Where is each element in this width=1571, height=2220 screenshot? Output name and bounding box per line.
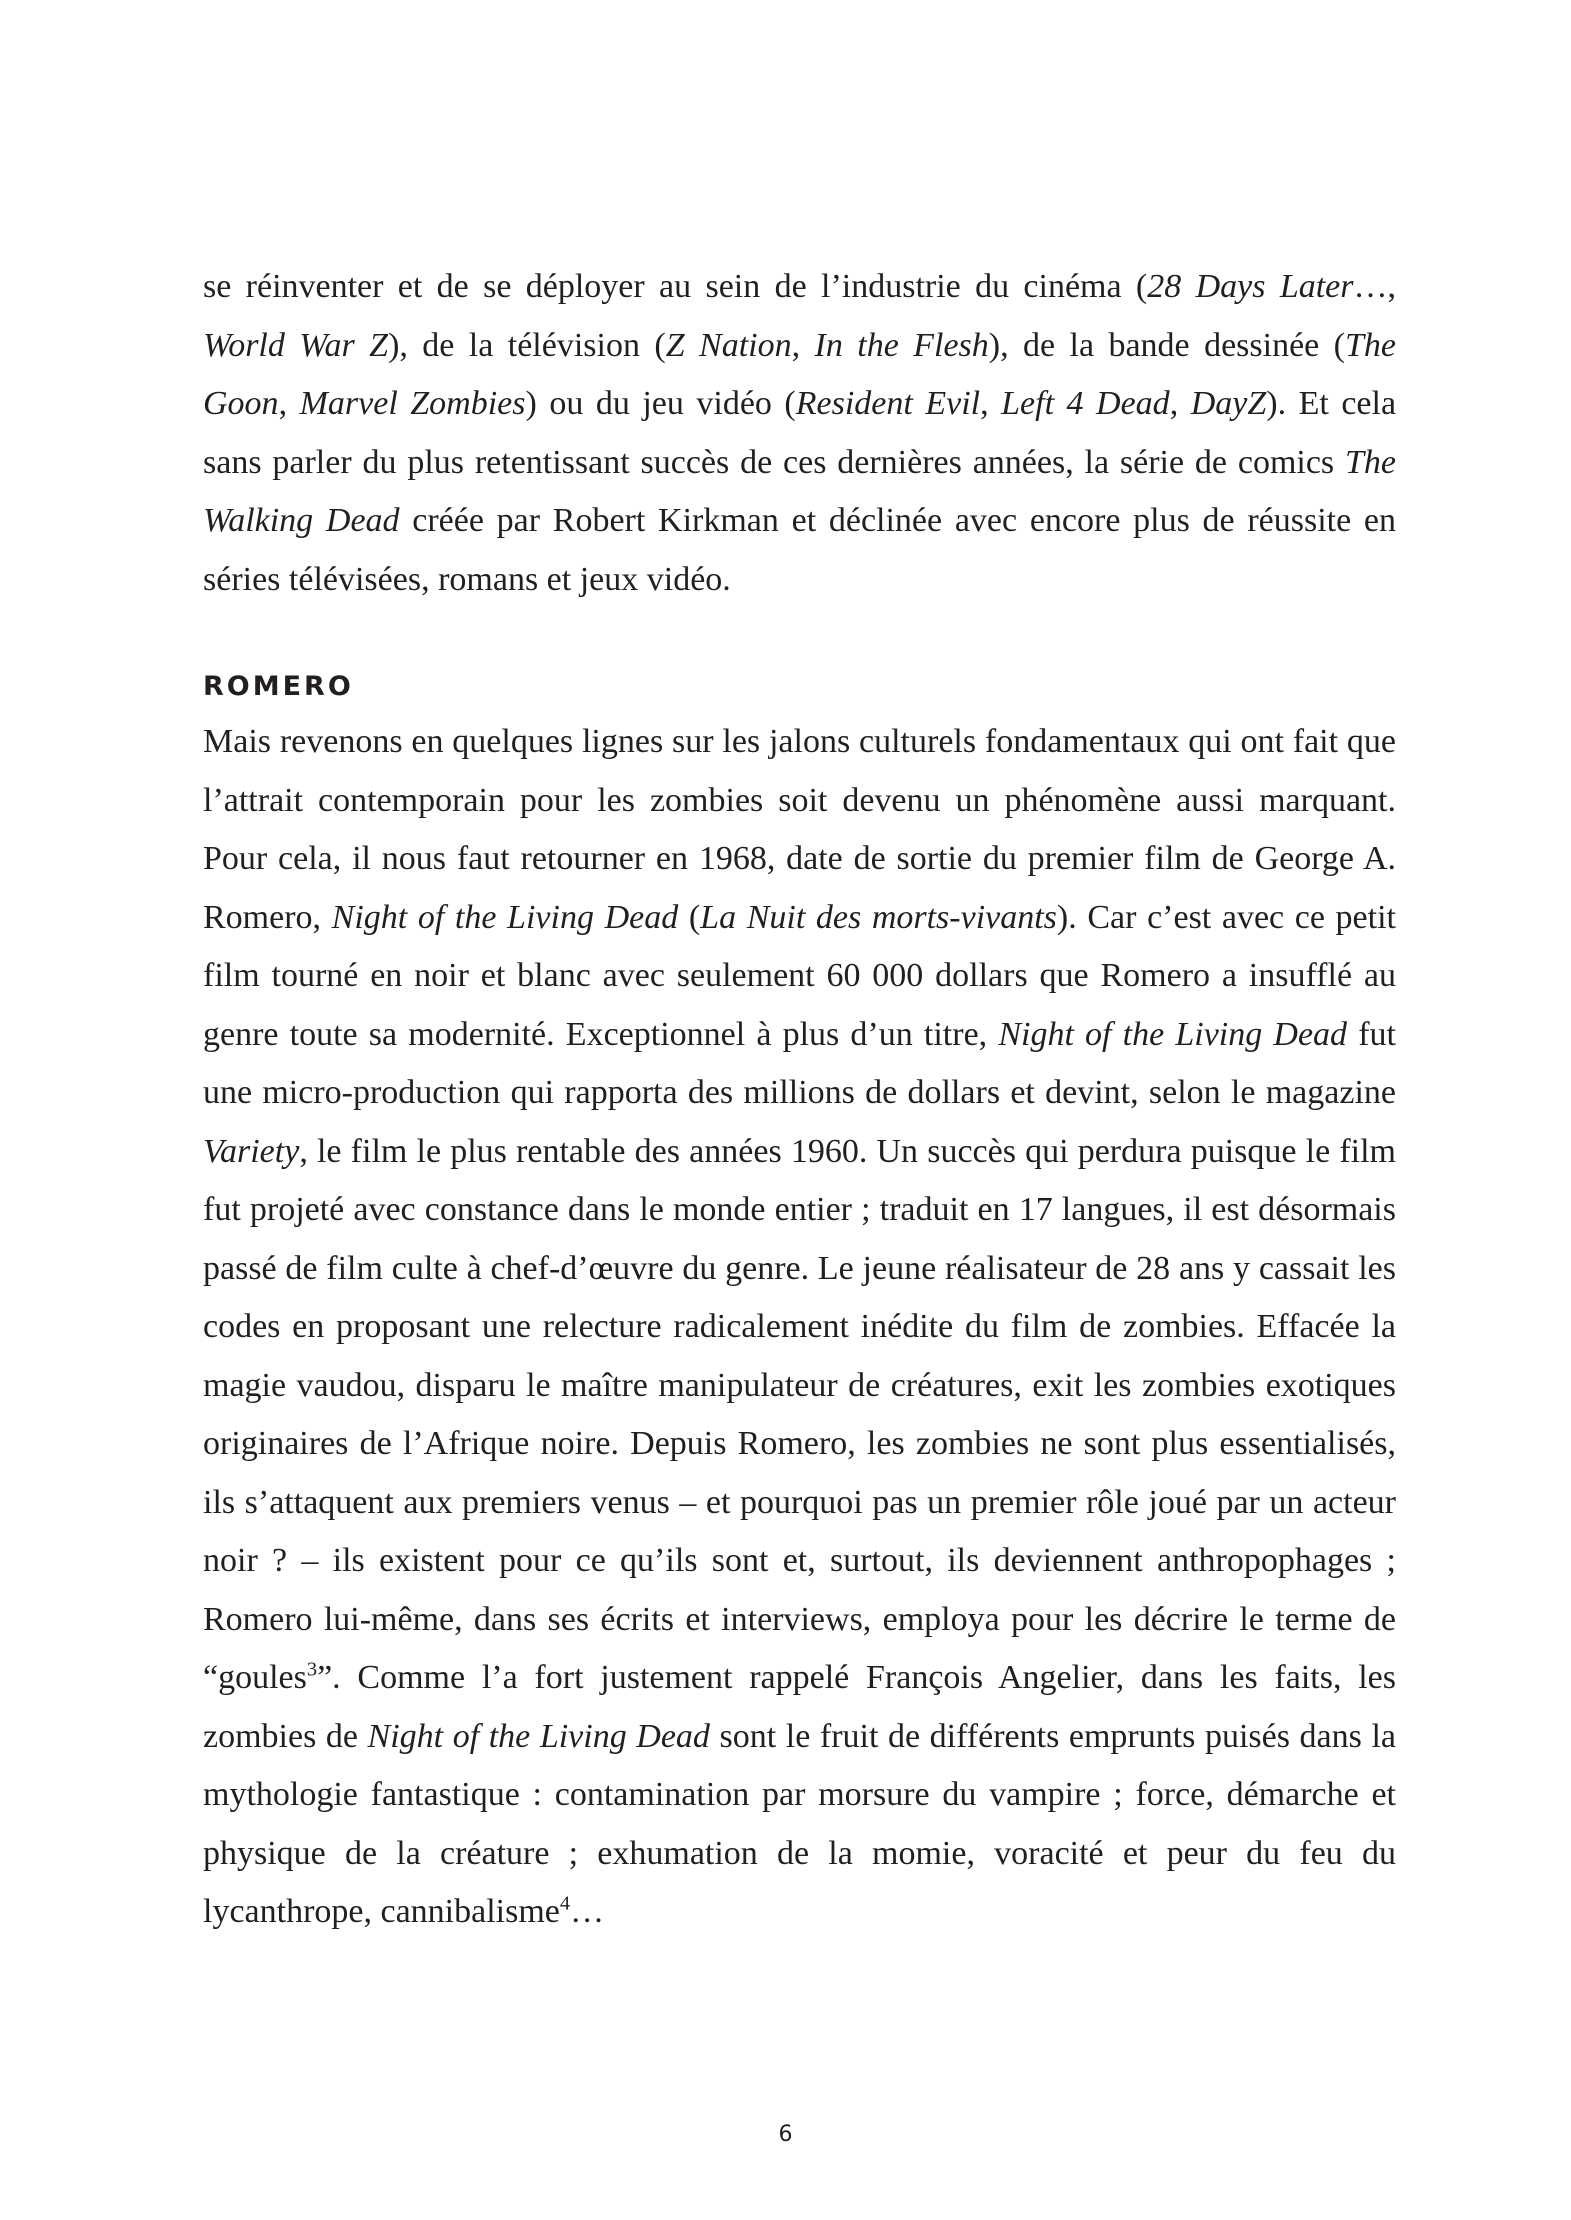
footnote-ref-4[interactable]: 4 — [559, 1892, 571, 1915]
title-night-of-the-living-dead: Night of the Living Dead — [998, 1015, 1348, 1053]
text-run: ). Et cela sans parler du plus retentissant succès de ces dernières années, la série de comics — [203, 385, 1397, 481]
title-la-nuit-des-morts-vivants: La Nuit des morts-vivants — [700, 898, 1057, 936]
text-run: créée par Robert Kirkman et déclinée avec encore plus de réussite en séries télévisées, romans et jeux vidéo. — [203, 502, 1396, 598]
title-night-of-the-living-dead: Night of the Living Dead — [331, 898, 679, 936]
text-run: ), de la télévision ( — [388, 326, 666, 364]
text-run: , — [980, 385, 1002, 422]
footnote-ref-3[interactable]: 3 — [306, 1658, 318, 1681]
text-run: ) ou du jeu vidéo ( — [525, 385, 796, 422]
text-run: …, — [1353, 268, 1396, 305]
title-variety: Variety — [203, 1132, 300, 1170]
title-resident-evil: Resident Evil — [795, 385, 981, 422]
title-dayz: DayZ — [1190, 385, 1267, 422]
title-night-of-the-living-dead: Night of the Living Dead — [367, 1717, 710, 1755]
text-run: , — [791, 326, 815, 364]
paragraph-intro — [203, 258, 1396, 609]
page-number: 6 — [778, 2122, 793, 2147]
title-the-walking-dead: The Walking Dead — [203, 443, 1396, 539]
text-run: Mais revenons en quelques lignes sur les jalons culturels fondamentaux qui ont fait que l’attrait contemporain pour les zombies soit devenu un phénomène aussi marquant. Pour cela, il nous faut retourner en 1968, date de sortie du premier film de George A. Romero, — [203, 723, 1396, 936]
title-28-days-later: 28 Days Later — [1147, 268, 1354, 305]
text-run: ”. Comme l’a fort justement rappelé François Angelier, dans les faits, les zombies de — [203, 1659, 1396, 1755]
title-in-the-flesh: In the Flesh — [814, 326, 989, 364]
text-run: , — [1169, 385, 1191, 422]
text-run: ). Car c’est avec ce petit film tourné en noir et blanc avec seulement 60 000 dollars que Romero a insufflé au genre toute sa modernité. Exceptionnel à plus d’un titre, — [203, 898, 1396, 1053]
text-run: , le film le plus rentable des années 1960. Un succès qui perdura puisque le film fut projeté avec constance dans le monde entier ; traduit en 17 langues, il est désormais passé de film culte à chef-d’œuvre du genre. Le jeune réalisateur de 28 ans y cassait les codes en proposant une relecture radicalement inédite du film de zombies. Effacée la magie vaudou, disparu le maître manipulateur de créatures, exit les zombies exotiques originaires de l’Afrique noire. Depuis Romero, les zombies ne sont plus essentialisés, ils s’attaquent aux premiers venus – et pourquoi pas un premier rôle joué par un acteur noir ? – ils existent pour ce qu’ils sont et, surtout, ils deviennent anthropophages ; Romero lui-même, dans ses écrits et interviews, employa pour les décrire le terme de “goules — [203, 1132, 1396, 1696]
text-run: ( — [678, 898, 701, 936]
page-body — [203, 258, 1396, 1942]
text-run: … — [570, 1893, 605, 1930]
section-heading: ROMERO — [203, 671, 354, 702]
title-world-war-z: World War Z — [203, 326, 389, 364]
text-run: se réinventer et de se déployer au sein de l’industrie du cinéma ( — [203, 268, 1148, 305]
title-left-4-dead: Left 4 Dead — [1001, 385, 1170, 422]
text-run: ), de la bande dessinée ( — [988, 326, 1345, 364]
text-run: sont le fruit de différents emprunts puisés dans la mythologie fantastique : contamination par morsure du vampire ; force, démarche et physique de la créature ; exhumation de la momie, voracité et peur du feu du lycanthrope, cannibalisme — [203, 1717, 1396, 1930]
title-the-goon: The Goon — [203, 326, 1396, 422]
text-run: , — [278, 385, 300, 422]
text-run: fut une micro-production qui rapporta des millions de dollars et devint, selon le magazine — [203, 1015, 1396, 1111]
title-marvel-zombies: Marvel Zombies — [299, 385, 526, 422]
title-z-nation: Z Nation — [665, 326, 792, 364]
paragraph-romero — [203, 713, 1396, 1942]
